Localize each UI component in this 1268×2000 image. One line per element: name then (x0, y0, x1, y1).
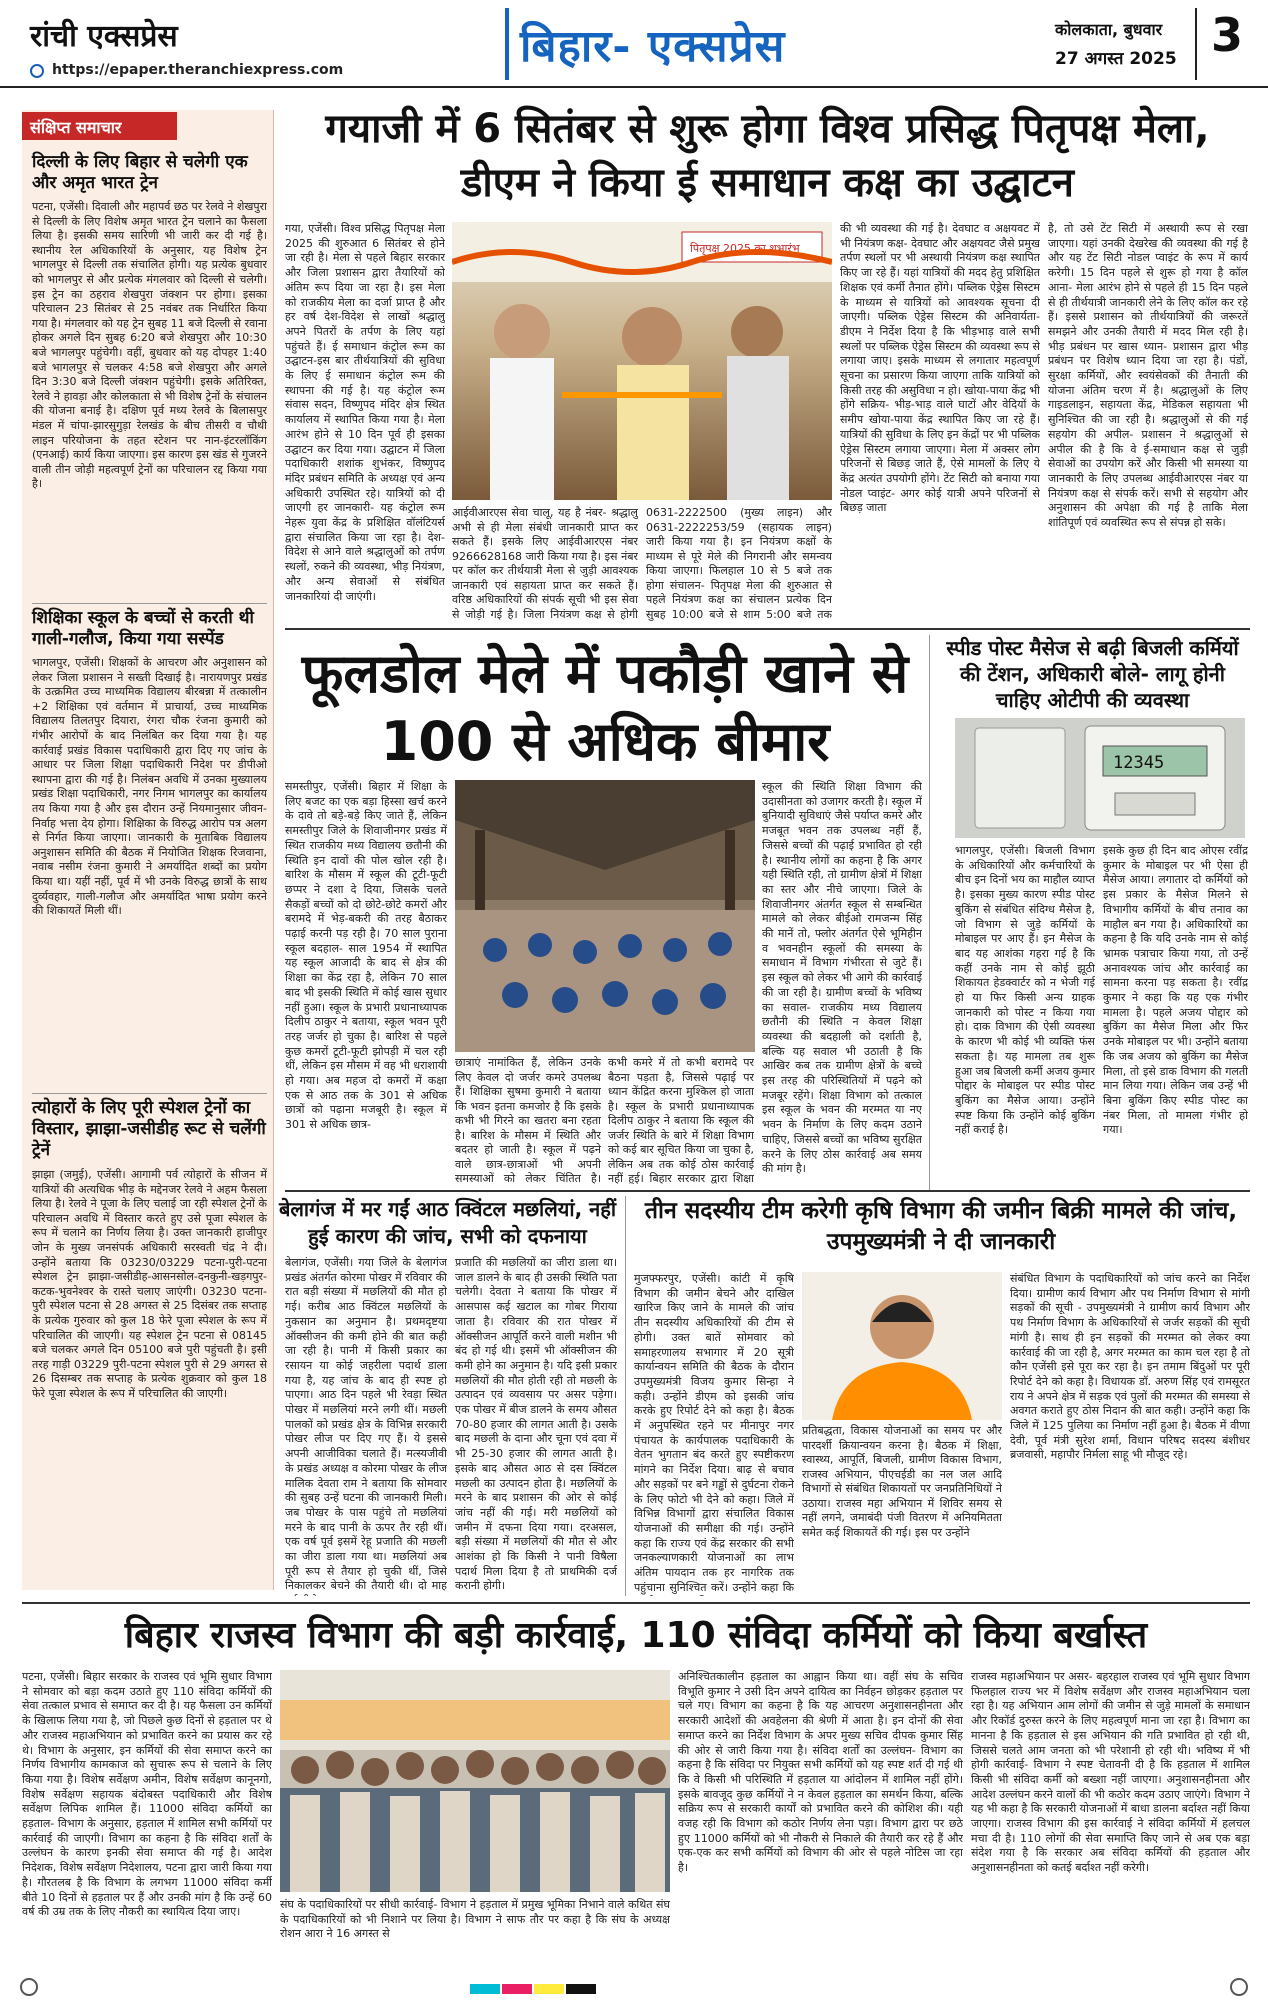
banner-text: पितृपक्ष 2025 का शुभारंभ (690, 242, 800, 255)
story3-headline: स्पीड पोस्ट मैसेज से बढ़ी बिजली कर्मियों की टेंशन, अधिकारी बोले- लागू होनी चाहिए ओटीपी की व्यवस्था (946, 636, 1239, 712)
minister-portrait (802, 1272, 1002, 1420)
dateline-city: कोलकाता, बुधवार (1055, 20, 1163, 39)
registration-mark-icon (1230, 1978, 1248, 1996)
divider (32, 603, 267, 604)
story1-headline: गयाजी में 6 सितंबर से शुरू होगा विश्व प्रसिद्ध पितृपक्ष मेला, डीएम ने किया ई समाधान कक्ष का उद्घाटन (325, 106, 1210, 206)
story5-col1: मुजफ्फरपुर, एजेंसी। कांटी में कृषि विभाग की जमीन बेचने और दाखिल खारिज किए जाने के मामले की जांच तीन सदस्यीय अधिकारियों की टीम से होगी। उक्त बातें सोमवार को समाहरणालय सभागार में 20 सूत्री कार्यान्वयन समिति की बैठक के दौरान उपमुख्यमंत्री विजय कुमार सिन्हा ने कही। उन्होंने डीएम को इसकी जांच करके हुए रिपोर्ट देने को कहा है। बैठक में अनुपस्थित रहने पर मीनापुर नगर पंचायत के कार्यपालक पदाधिकारी के वेतन भुगतान बंद करते हुए स्पष्टीकरण मांगने का निर्देश दिया। बाढ़ से बचाव और सड़कों पर बने गड्ढों से दुर्घटना रोकने के लिए फोटो भी देने को कहा। जिले में विभिन्न विभागों द्वारा संचालित विकास योजनाओं की समीक्षा की गई। उन्होंने कहा कि राज्य एवं केंद्र सरकार की सभी जनकल्याणकारी योजनाओं का लाभ अंतिम पायदान तक हर नागरिक तक पहुंचाना सुनिश्चित करें। उन्होंने कहा कि (634, 1272, 794, 1594)
globe-icon (30, 64, 44, 78)
story4-col1: बेलागंज, एजेंसी। गया जिले के बेलागंज प्रखंड अंतर्गत कोरमा पोखर में रविवार की रात बड़ी संख्या में मछलियों की मौत हो गई। करीब आठ क्विंटल मछलियों के नुकसान का अनुमान है। प्रथमदृष्टया ऑक्सीजन की कमी होने की बात कही जा रही है। पानी में किसी प्रकार का रसायन या कोई जहरीला पदार्थ डाला गया है, यह जांच के बाद ही स्पष्ट हो पाएगा। आठ दिन पहले भी रेवड़ा स्थित पोखर में मछलियां मरने लगी थीं। मछली पालकों को प्रखंड क्षेत्र के विभिन्न सरकारी पोखर लीज पर दिए गए हैं। ये इससे अपनी आजीविका चलाते हैं। मत्स्यजीवी के प्रखंड अध्यक्ष व कोरमा पोखर के लीज मालिक देवता राम ने बताया कि सोमवार की सुबह उन्हें घटना की जानकारी मिली। जब पोखर के पास पहुंचे तो मछलियां मरने के बाद पानी के ऊपर तैर रही थीं। एक वर्ष पूर्व इसमें रेहू प्रजाति की मछली का जीरा डाला गया था। मछलियां अब पूरी रूप से तैयार हो चुकी थीं, जिसे निकालकर बेचने की तैयारी थी। दो माह (285, 1256, 447, 1593)
story6-col4: राजस्व महाअभियान पर असर- बहरहाल राजस्व एवं भूमि सुधार विभाग फिलहाल राज्य भर में विशेष सर्वेक्षण और राजस्व महाअभियान चला रहा है। यह अभियान आम लोगों की जमीन से जुड़े मामलों के समाधान और रिकॉर्ड दुरुस्त करने के लिए महत्वपूर्ण माना जा रहा है। विभाग का मानना है कि हड़ताल से इस अभियान की गति प्रभावित हो रही थी, जिससे चलते आम जनता को भी परेशानी हो रही थी। भविष्य में भी होगी कार्रवाई- विभाग ने स्पष्ट चेतावनी दी है कि हड़ताल में शामिल किसी भी संविदा कर्मी को बख्शा नहीं जाएगा। अनुशासनहीनता और आदेश उल्लंघन करने वालों की भी कठोर कदम उठाए जाएंगे। विभाग ने यह भी कहा है कि सरकारी योजनाओं में बाधा डालना बर्दाश्त नहीं किया जाएगा। राजस्व विभाग की इस कार्रवाई ने संविदा कर्मियों में हलचल मचा दी है। 110 लोगों की सेवा समाप्ति किए जाने से अब एक बड़ा संदेश गया है कि सरकार अब संविदा कर्मियों की हड़ताल और अनुशासनहीनता को कतई बर्दाश्त नहीं करेगी। (971, 1670, 1250, 1875)
paper-url[interactable]: https://epaper.theranchiexpress.com (52, 62, 344, 78)
protest-photo (280, 1670, 670, 1892)
story2-col1: समस्तीपुर, एजेंसी। बिहार में शिक्षा के लिए बजट का एक बड़ा हिस्सा खर्च करने के दावे तो बड़े-बड़े किए जाते हैं, लेकिन समस्तीपुर जिले के शिवाजीनगर प्रखंड में स्थित राजकीय मध्य विद्यालय छतौनी की स्थिति इन दावों की पोल खोल रही है। बारिश के मौसम में स्कूल की टूटी-फूटी छप्पर ने दशा दे दिया, जिसके चलते सैकड़ों बच्चों को दो छोटे-छोटे कमरों और बरामदे में भेड़-बकरी की तरह बैठाकर पढ़ाई करनी पड़ रही है। 70 साल पुराना स्कूल बदहाल- साल 1954 में स्थापित यह स्कूल आजादी के बाद से क्षेत्र की शिक्षा का केंद्र रहा है, लेकिन 70 साल बाद भी इसकी स्थिति में कोई खास सुधार नहीं हुआ। स्कूल के प्रभारी प्रधानाध्यापक दिलीप ठाकुर ने बताया, स्कूल भवन पूरी तरह जर्जर हो चुका है। बारिश से पहले कुछ कमरों टूटी-फूटी झोपड़ी में चल रही थीं, लेकिन इस मौसम में वह भी धराशायी हो गया। अब महज दो कमरों में कक्षा एक से आठ तक के 301 से अधिक छात्रों को पढ़ाना मजबूरी है। स्कूल में 301 से अधिक छात्र- (285, 780, 447, 1132)
classroom-photo (455, 780, 755, 1052)
story6-caption: संघ के पदाधिकारियों पर सीधी कार्रवाई- विभाग ने हड़ताल में प्रमुख भूमिका निभाने वाले कथित संघ के पदाधिकारियों को भी निशाने पर लिया है। विभाग ने साफ तौर पर कहा है कि संघ के अध्यक्ष रोशन आरा ने 16 अगस्त से (280, 1898, 670, 1940)
page-number: 3 (1195, 8, 1243, 80)
section-title: बिहार- एक्सप्रेस (520, 21, 786, 72)
section-rule (22, 1602, 1250, 1604)
registration-mark-icon (20, 1978, 38, 1996)
column-divider (929, 635, 930, 1190)
brief-body-1: पटना, एजेंसी। दिवाली और महापर्व छठ पर रेलवे ने शेखपुरा से दिल्ली के लिए विशेष अमृत भारत ट्रेन चलाने का फैसला लिया है। इसकी समय सारिणी भी जारी कर दी गई है। स्थानीय रेल अधिकारियों के अनुसार, यह विशेष ट्रेन भागलपुर से दिल्ली तक संचालित होगी। यह प्रत्येक बुधवार को भागलपुर से और प्रत्येक मंगलवार को दिल्ली से चलेगी। इस ट्रेन का ठहराव शेखपुरा जंक्शन पर होगा। इसका परिचालन 23 सितंबर से 25 नवंबर तक निर्धारित किया गया है। मंगलवार को यह ट्रेन सुबह 11 बजे दिल्ली से रवाना होकर अगले दिन सुबह 6:20 बजे शेखपुरा और 10:30 बजे भागलपुर पहुंचेगी। वहीं, बुधवार को यह दोपहर 1:40 बजे भागलपुर से चलकर 4:58 बजे शेखपुरा और अगले दिन 3:30 बजे दिल्ली जंक्शन पहुंचेगी। इसके अतिरिक्त, रेलवे ने हावड़ा और कोलकाता से भी विशेष ट्रेनों के संचालन की योजना बनाई है। दक्षिण पूर्व मध्य रेलवे के बिलासपुर मंडल में चांपा-झारसुगुड़ा रेलखंड के बीच तीसरी व चौथी लाइन परियोजना के तहत स्टेशन पर नान-इंटरलॉकिंग (एनआई) कार्य किया जाएगा। इस कारण इस खंड से गुजरने वाली तीन जोड़ी महत्वपूर्ण ट्रेनों का परिचालन रद्द किया गया है। (32, 200, 267, 491)
inauguration-photo (452, 222, 832, 500)
color-swatch (502, 1984, 532, 1994)
story5-caption: प्रतिबद्धता, विकास योजनाओं का समय पर और पारदर्शी क्रियान्वयन करना है। बैठक में शिक्षा, स्वास्थ्य, आपूर्ति, बिजली, ग्रामीण विकास विभाग, राजस्व अभियान, पीएचईडी का नल जल आदि विभागों से संबंधित शिकायतों पर जनप्रतिनिधियों ने उठाया। राजस्व महा अभियान में शिविर समय से नहीं लगने, जमाबंदी पंजी वितरण में अनियमितता समेत कई शिकायतें की गई। इस पर उन्होंने (802, 1424, 1002, 1539)
story3-col1: भागलपुर, एजेंसी। बिजली विभाग के अधिकारियों और कर्मचारियों के बीच इन दिनों भय का माहौल व्याप्त है। इसका मुख्य कारण स्पीड पोस्ट बुकिंग से संबंधित संदिग्ध मैसेज है, जो विभाग से जुड़े कर्मियों के मोबाइल पर आए हैं। इन मैसेज के बाद यह आशंका गहरा गई है कि कहीं उनके नाम से कोई झूठी शिकायत हेडक्वार्टर को न भेजी गई हो या फिर किसी अन्य ग्राहक जानकारी को पोस्ट न किया गया हो। दाक विभाग की ऐसी व्यवस्था के कारण भी कोई भी व्यक्ति फंस सकता है। यह मामला तब शुरू हुआ जब बिजली कर्मी अजय कुमार पोद्दार के मोबाइल पर स्पीड पोस्ट बुकिंग का मैसेज आया। उन्होंने स्पष्ट किया कि उन्होंने कोई बुकिंग नहीं कराई है। (955, 844, 1095, 1137)
story6-headline: बिहार राजस्व विभाग की बड़ी कार्रवाई, 110 संविदा कर्मियों को किया बर्खास्त (124, 1615, 1148, 1656)
story6-col3: अनिश्चितकालीन हड़ताल का आह्वान किया था। वहीं संघ के सचिव विभूति कुमार ने उसी दिन अपने दायित्व का निर्वहन छोड़कर हड़ताल पर चले गए। विभाग का कहना है कि यह आचरण अनुशासनहीनता और सरकारी आदेशों की अवहेलना की श्रेणी में आता है। इन दोनों की सेवा समाप्त करने का निर्देश विभाग के अपर मुख्य सचिव दीपक कुमार सिंह की ओर से जारी किया गया है। संविदा शर्तों का उल्लंघन- विभाग का कहना है कि संविदा पर नियुक्त सभी कर्मियों को यह स्पष्ट शर्त दी गई थी कि वे किसी भी परिस्थिति में हड़ताल या आंदोलन में शामिल नहीं होंगे। इसके बावजूद कुछ कर्मियों ने न केवल हड़ताल का समर्थन किया, बल्कि सक्रिय रूप से सरकारी कार्यों को प्रभावित करने की कोशिश की। यही वजह रही कि विभाग को कठोर निर्णय लेना पड़ा। विभाग द्वारा पर छठे हुए 11000 कर्मियों को भी नौकरी से निकाले की तैयारी कर रहे हैं और एक-एक कर सभी कर्मियों को विभाग की ओर से पहले नोटिस जा रहा है। (678, 1670, 963, 1875)
story5-col3: संबंधित विभाग के पदाधिकारियों को जांच करने का निर्देश दिया। ग्रामीण कार्य विभाग और पथ निर्माण विभाग से मांगी सड़कों की सूची - उपमुख्यमंत्री ने ग्रामीण कार्य विभाग और पथ निर्माण विभाग के अधिकारियों से जर्जर सड़कों की सूची मांगी है। साथ ही इन सड़कों की मरम्मत को लेकर क्या कार्रवाई की जा रही है, अगर मरम्मत का काम चल रहा है तो कौन एजेंसी इसे पूरा कर रहा है। इन तमाम बिंदुओं पर पूरी रिपोर्ट देने को कहा है। विधायक डॉ. अरुण सिंह एवं रामसूरत राय ने अपने क्षेत्र में सड़क एवं पुलों की मरम्मत की समस्या से अवगत कराते हुए ठोस निदान की बात कही। उन्होंने कहा कि जिले में 125 पुलिया का निर्माण नहीं हुआ है। बैठक में वीणा देवी, पूर्व मंत्री सुरेश शर्मा, विधान परिषद सदस्य बंशीधर ब्रजवासी, महापौर निर्मला साहू भी मौजूद रहे। (1010, 1272, 1250, 1462)
story1-photo (452, 222, 832, 500)
story4-headline: बेलागंज में मर गईं आठ क्विंटल मछलियां, नहीं हुई कारण की जांच, सभी को दफनाया (278, 1197, 617, 1248)
brief-headline-2: शिक्षिका स्कूल के बच्चों से करती थी गाली-गलौज, किया गया सस्पेंड (32, 608, 254, 649)
story2-headline: फूलडोल मेले में पकौड़ी खाने से 100 से अधिक बीमार (301, 642, 909, 773)
section-marker (505, 8, 509, 80)
story6-col1: पटना, एजेंसी। बिहार सरकार के राजस्व एवं भूमि सुधार विभाग ने सोमवार को बड़ा कदम उठाते हुए 110 संविदा कर्मियों की सेवा तत्काल प्रभाव से समाप्त कर दी है। यह फैसला उन कर्मियों के खिलाफ लिया गया है, जो पिछले कुछ दिनों से हड़ताल पर थे और राजस्व महाअभियान को प्रभावित करने का प्रयास कर रहे थे। विभाग के अनुसार, इन कर्मियों की सेवा समाप्त करने का निर्णय विभागीय कामकाज को सुचारू रूप से चलाने के लिए किया गया है। विशेष सर्वेक्षण अमीन, विशेष सर्वेक्षण कानूनगो, विशेष सर्वेक्षण सहायक बंदोबस्त पदाधिकारी और विशेष सर्वेक्षण लिपिक शामिल हैं। 11000 संविदा कर्मियों का हड़ताल- विभाग के अनुसार, हड़ताल में शामिल सभी कर्मियों पर कार्रवाई की जाएगी। विभाग का कहना है कि संविदा शर्तों के उल्लंघन के कारण इनकी सेवा समाप्त की गई है। आदेश निदेशक, विशेष सर्वेक्षण निदेशालय, पटना द्वारा जारी किया गया है। गौरतलब है कि विभाग के लगभग 11000 संविदा कर्मी बीते 10 दिनों से हड़ताल पर हैं और उनकी मांग है कि उन्हें 60 वर्ष की उम्र तक के लिए नौकरी का स्थायित्व दिया जाए। (22, 1670, 272, 1919)
color-swatch (566, 1984, 596, 1994)
section-rule (285, 628, 1250, 630)
story2-col4: स्कूल की स्थिति शिक्षा विभाग की उदासीनता को उजागर करती है। स्कूल में बुनियादी सुविधाएं जैसे पर्याप्त कमरे और मजबूत भवन तक उपलब्ध नहीं हैं, जिससे बच्चों की पढ़ाई प्रभावित हो रही है। स्थानीय लोगों का कहना है कि अगर यही स्थिति रही, तो ग्रामीण क्षेत्रों में शिक्षा का स्तर और नीचे जाएगा। जिले के शिवाजीनगर अंतर्गत स्कूल से सम्बन्धित मामले को लेकर बीईओ रामजन्म सिंह की मानें तो, फ्लोर अंतर्गत ऐसे भूमिहीन व भवनहीन स्कूलों की समस्या के समाधान में विभाग गंभीरता से जुटे हैं। इस स्कूल को लेकर भी आगे की कार्रवाई की जा रही है। ग्रामीण बच्चों के भविष्य का सवाल- राजकीय मध्य विद्यालय छतौनी की स्थिति न केवल शिक्षा व्यवस्था की बदहाली को दर्शाती है, बल्कि यह सवाल भी उठाती है कि आखिर कब तक ग्रामीण क्षेत्रों के बच्चे इस तरह की परिस्थितियों में पढ़ने को मजबूर रहेंगे। शिक्षा विभाग को तत्काल इस स्कूल के भवन की मरम्मत या नए भवन के निर्माण के लिए कदम उठाने चाहिए, जिससे बच्चों का भविष्य सुरक्षित करने के लिए ठोस कार्रवाई अब समय की मांग है। (762, 780, 922, 1176)
section-rule (285, 1190, 1250, 1192)
story4-col2: प्रजाति की मछलियों का जीरा डाला था। जाल डालने के बाद ही उसकी स्थिति पता चलेगी। देवता ने बताया कि पोखर में आसपास कई खटाल का गोबर गिराया जाता है। रविवार की रात पोखर में ऑक्सीजन आपूर्ति करने वाली मशीन भी बंद हो गई थी। इसमें भी ऑक्सीजन की कमी होने का अनुमान है। यदि इसी प्रकार मछलियों की मौत होती रही तो मछली के उत्पादन एवं व्यवसाय पर असर पड़ेगा। एक पोखर में बीज डालने के समय औसत 70-80 हजार की लागत आती है। उसके बाद मछली के दाना और चूना एवं दवा में भी 25-30 हजार की लागत आती है। इसके बाद औसत आठ से दस क्विंटल मछली का उत्पादन होता है। मछलियों के मरने के बाद प्रशासन की ओर से कोई जांच नहीं की गई। मरी मछलियों को जमीन में दफना दिया गया। दरअसल, बड़ी संख्या में मछलियों की मौत से और आशंका हो कि किसी ने पानी विषैला पदार्थ मिला दिया है तो प्राथमिकी दर्ज करानी होगी। (455, 1256, 617, 1593)
story6-photo (280, 1670, 670, 1892)
brief-body-2: भागलपुर, एजेंसी। शिक्षकों के आचरण और अनुशासन को लेकर जिला प्रशासन ने सख्ती दिखाई है। नारायणपुर प्रखंड के उत्क्रमित उच्च माध्यमिक विद्यालय बीरबन्ना में तत्कालीन +2 शिक्षिका एवं वर्तमान में प्राचार्या, उच्च माध्यमिक विद्यालय तिलतपुर दियारा, रंगरा चौक रंजना कुमारी को गंभीर आरोपों के बाद निलंबित कर दिया गया है। यह कार्रवाई प्रखंड विकास पदाधिकारी द्वारा दिए गए जांच के आधार पर जिला शिक्षा पदाधिकारी निदेश पर डीपीओ स्थापना द्वारा की गई है। निलंबन अवधि में उनका मुख्यालय प्रखंड शिक्षा पदाधिकारी, नगर निगम भागलपुर का कार्यालय तय किया गया है और इस दौरान उन्हें नियमानुसार जीवन-निर्वाह भत्ता देय होगा। शिक्षिका के विरुद्ध आरोप पत्र अलग से निर्गत किया जाएगा। जानकारी के मुताबिक विद्यालय अनुशासन समिति की बैठक में नियोजित शिक्षक रिजवाना, नवाब नसीम रंजना कुमारी ने अमर्यादित शब्दों का प्रयोग किया था। यहीं नहीं, पूर्व में भी उनके विरुद्ध छात्रों के साथ दुर्व्यवहार, गाली-गलौज और अमर्यादित भाषा प्रयोग करने की शिकायतें मिली थीं। (32, 656, 267, 918)
paper-name: रांची एक्सप्रेस (30, 19, 178, 54)
dateline-date: 27 अगस्त 2025 (1055, 49, 1177, 69)
divider (32, 1093, 267, 1094)
color-swatch (534, 1984, 564, 1994)
story2-col3: कभी कमरे में तो कभी बरामदे पर बैठना पड़ता है, जिससे पढ़ाई पर ध्यान केंद्रित करना मुश्किल हो जाता है। स्कूल के प्रभारी प्रधानाध्यापक दिलीप ठाकुर ने बताया कि स्कूल की जर्जर स्थिति के बारे में शिक्षा विभाग को कई बार सूचित किया जा चुका है, लेकिन अब तक कोई ठोस कार्रवाई नहीं हुई। बिहार सरकार द्वारा शिक्षा (608, 1056, 754, 1184)
meter-photo (955, 718, 1245, 838)
story1-col5: है, तो उसे टेंट सिटी में अस्थायी रूप से रखा जाएगा। यहां उनकी देखरेख की व्यवस्था की गई है और यह टेंट सिटी नोडल प्वाइंट के रूप में कार्य करेगी। 15 दिन पहले से शुरू हो गया है कॉल आना- मेला आरंभ होने से पहले ही 15 दिन पहले से ही तीर्थयात्री जानकारी लेने के लिए कॉल कर रहे हैं। इससे प्रशासन को तीर्थयात्रियों की जरूरतें समझने और उनकी तैयारी में मदद मिल रही है। भीड़ प्रबंधन पर खास ध्यान- प्रशासन द्वारा भीड़ प्रबंधन पर विशेष ध्यान दिया जा रहा है। पंडों, सुरक्षा कर्मियों, और स्वयंसेवकों की तैनाती की योजना अंतिम चरण में है। श्रद्धालुओं के लिए गाइडलाइन, सहायता केंद्र, मेडिकल सहायता भी सुनिश्चित की जा रही है। श्रद्धालुओं से की गई सहयोग की अपील- प्रशासन ने श्रद्धालुओं से अपील की है कि वे ई-समाधान कक्ष से जुड़ी सेवाओं का उपयोग करें और किसी भी समस्या या जानकारी के लिए उपलब्ध आईवीआरएस नंबर या नियंत्रण कक्ष से संपर्क करें। सभी से सहयोग और अनुशासन की अपेक्षा की गई है ताकि मेला शांतिपूर्ण एवं व्यवस्थित रूप से संपन्न हो सके। (1048, 222, 1248, 530)
story5-photo (802, 1272, 1002, 1420)
color-swatch (470, 1984, 500, 1994)
story2-col2: छात्राएं नामांकित हैं, लेकिन उनके लिए केवल दो जर्जर कमरे उपलब्ध हैं। शिक्षिका सुषमा कुमारी ने बताया कि भवन इतना कमजोर है कि इसके कभी भी गिरने का खतरा बना रहता है। बारिश के मौसम में स्थिति और बदतर हो जाती है। स्कूल में पढ़ने वाले छात्र-छात्राओं भी अपनी समस्याओं को लेकर चिंतित है। (455, 1056, 601, 1184)
story3-photo (955, 718, 1245, 838)
story2-photo (455, 780, 755, 1052)
story5-headline: तीन सदस्यीय टीम करेगी कृषि विभाग की जमीन बिक्री मामले की जांच, उपमुख्यमंत्री ने दी जानकारी (644, 1198, 1238, 1255)
column-divider (625, 1196, 626, 1596)
print-registration-bar (0, 1980, 1268, 2000)
brief-headline-3: त्योहारों के लिए पूरी स्पेशल ट्रेनों का विस्तार, झाझा-जसीडीह रूट से चलेंगी ट्रेनें (32, 1098, 266, 1160)
story1-col4: की भी व्यवस्था की गई है। देवघाट व अक्षयवट में भी नियंत्रण कक्ष- देवघाट और अक्षयवट जैसे प्रमुख तर्पण स्थलों पर भी अस्थायी नियंत्रण कक्ष स्थापित किए जा रहे हैं। यहां यात्रियों की मदद हेतु प्रशिक्षित शिक्षक एवं कर्मी तैनात होंगे। पब्लिक ऐड्रेस सिस्टम के माध्यम से यात्रियों को आवश्यक सूचना दी जाएगी। पब्लिक ऐड्रेस सिस्टम की अनिवार्यता- डीएम ने निर्देश दिया है कि भीड़भाड़ वाले सभी स्थलों पर पब्लिक ऐड्रेस सिस्टम की व्यवस्था रूप से लगाया जाए। इसके माध्यम से लगातार महत्वपूर्ण सूचना का प्रसारण किया जाएगा ताकि यात्रियों को किसी तरह की असुविधा न हो। खोया-पाया केंद्र भी होंगे सक्रिय- भीड़-भाड़ वाले घाटों और वेदियों के समीप खोया-पाया केंद्र स्थापित किए जा रहे हैं। यात्रियों की सुविधा के लिए इन केंद्रों पर भी पब्लिक ऐड्रेस सिस्टम लगाया जाएगा। मेला में अक्सर लोग परिजनों से बिछड़ जाते हैं, ऐसे मामलों के लिए ये केंद्र अत्यंत उपयोगी होंगे। टेंट सिटी को बनाया गया नोडल प्वाइंट- अगर कोई यात्री अपने परिजनों से बिछड़ जाता (840, 222, 1040, 515)
brief-headline-1: दिल्ली के लिए बिहार से चलेगी एक और अमृत भारत ट्रेन (32, 152, 248, 193)
briefs-label: संक्षिप्त समाचार (22, 112, 177, 140)
story1-col1: गया, एजेंसी। विश्व प्रसिद्ध पितृपक्ष मेला 2025 की शुरुआत 6 सितंबर से होने जा रही है। मेला से पहले बिहार सरकार और जिला प्रशासन द्वारा तैयारियों को अंतिम रूप दिया जा रहा है। इस मेला को राजकीय मेला का दर्जा प्राप्त है और हर वर्ष देश-विदेश से लाखों श्रद्धालु अपने पितरों के तर्पण के लिए यहां पहुंचते हैं। ई समाधान कंट्रोल रूम का उद्घाटन-इस बार तीर्थयात्रियों की सुविधा के लिए ई समाधान कंट्रोल रूम की स्थापना की गई है। यह कंट्रोल रूम संवास सदन, विष्णुपद मंदिर क्षेत्र स्थित कार्यालय में स्थापित किया गया है। मेला आरंभ होने से 10 दिन पूर्व ही इसका उद्घाटन कर दिया गया। उद्घाटन में जिला पदाधिकारी शशांक शुभंकर, विष्णुपद मंदिर प्रबंधन समिति के अध्यक्ष एवं अन्य अधिकारी उपस्थित रहे। यात्रियों को दी जाएगी हर जानकारी- यह कंट्रोल रूम नेहरू युवा केंद्र के प्रशिक्षित वॉलंटियर्स द्वारा संचालित किया जा रहा है। देश-विदेश से आने वाले श्रद्धालुओं को तर्पण स्थलों, रुकने की व्यवस्था, भीड़ नियंत्रण, और अन्य सेवाओं से संबंधित जानकारियां दी जाएंगी। (285, 222, 445, 603)
story3-col2: इसके कुछ ही दिन बाद ओएस रवींद्र कुमार के मोबाइल पर भी ऐसा ही मैसेज आया। लगातार दो कर्मियों को इस प्रकार के मैसेज मिलने से विभागीय कर्मियों के बीच तनाव का माहौल बन गया है। अधिकारियों का कहना है कि यदि उनके नाम से कोई भ्रामक पत्राचार किया गया, तो उन्हें अनावश्यक जांच और कार्रवाई का सामना करना पड़ सकता है। रवींद्र कुमार ने कहा कि यह एक गंभीर मामला है। पहले अजय पोद्दार को बुकिंग का मैसेज मिला और फिर उनके मोबाइल पर भी। उन्होंने बताया कि जब अजय को बुकिंग का मैसेज मिला, तो इसे डाक विभाग की गलती मान लिया गया। लेकिन जब उन्हें भी बिना बुकिंग किए स्पीड पोस्ट का नंबर मिला, तो मामला गंभीर हो गया। (1103, 844, 1248, 1137)
story1-col2: आईवीआरएस सेवा चालू, यह है नंबर- श्रद्धालु अभी से ही मेला संबंधी जानकारी प्राप्त कर सकते हैं। इसके लिए आईवीआरएस नंबर 9266628168 जारी किया गया है। इस नंबर पर कॉल कर तीर्थयात्री मेला से जुड़ी आवश्यक जानकारी एवं सहायता प्राप्त कर सकते हैं। वरिष्ठ अधिकारियों की संपर्क सूची भी इस सेवा से जोड़ी गई है। जिला नियंत्रण कक्ष से होगी (452, 506, 638, 621)
story1-col3: 0631-2222500 (मुख्य लाइन) और 0631-2222253/59 (सहायक लाइन) जारी किया गया है। इन नियंत्रण कक्षों के माध्यम से पूरे मेले की निगरानी और समन्वय किया जाएगा। फिलहाल 10 से 5 बजे तक होगा संचालन- पितृपक्ष मेला की शुरुआत से पहले नियंत्रण कक्ष का संचालन प्रत्येक दिन सुबह 10:00 बजे से शाम 5:00 बजे तक (646, 506, 832, 621)
brief-body-3: झाझा (जमुई), एजेंसी। आगामी पर्व त्योहारों के सीजन में यात्रियों की अत्यधिक भीड़ के मद्देनजर रेलवे ने अहम फैसला लिया है। रेलवे ने पूजा के लिए चलाई जा रही स्पेशल ट्रेनों के परिचालन अवधि में विस्तार करते हुए उसे पूजा स्पेशल के रूप में चलाने का निर्णय लिया है। उक्त जानकारी हाजीपुर जोन के मुख्य जनसंपर्क अधिकारी सरस्वती चंद्र ने दी। उन्होंने बताया कि 03230/03229 पटना-पुरी-पटना स्पेशल ट्रेन झाझा-जसीडीह-आसनसोल-दनकुनी-खड़गपुर-कटक-भुवनेश्वर के रास्ते चलाए जाएंगी। 03230 पटना-पुरी स्पेशल पटना से 28 अगस्त से 25 दिसंबर तक सप्ताह के प्रत्येक गुरुवार को कुल 18 फेरे पूजा स्पेशल के रूप में परिचालित की जाएगी। यह स्पेशल ट्रेन पटना से 08145 बजे चलकर अगले दिन 05100 बजे पुरी पहुंचती है। इसी तरह गाड़ी 03229 पुरी-पटना स्पेशल पुरी से 29 अगस्त से 26 दिसम्बर तक सप्ताह के प्रत्येक शुक्रवार को कुल 18 फेरे पूजा स्पेशल के रूप में परिचालित की जाएगी। (32, 1168, 267, 1400)
meter-reading: 12345 (1113, 753, 1165, 773)
